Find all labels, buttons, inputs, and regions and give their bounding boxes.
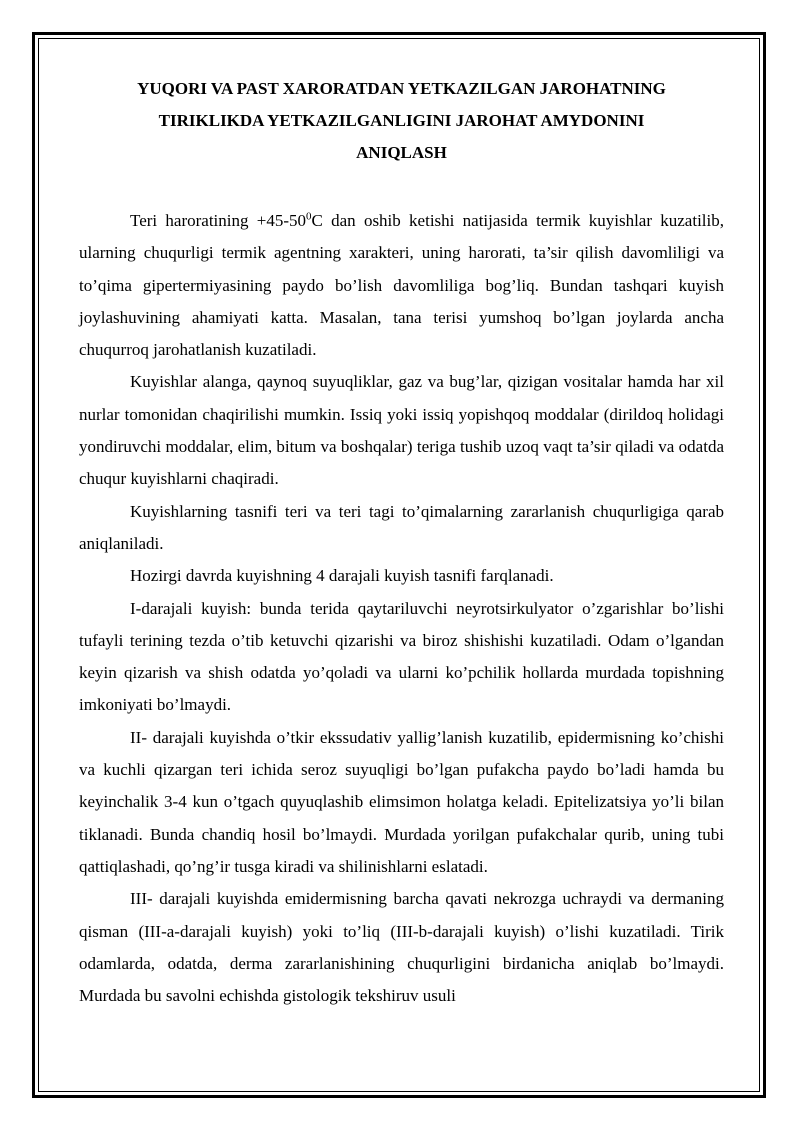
- paragraph-burn-causes: Kuyishlar alanga, qaynoq suyuqliklar, gaz va bug’lar, qizigan vositalar hamda har xil nurlar tomonidan chaqirilishi mumkin. Issiq yoki issiq yopishqoq moddalar (dirildoq holidagi yondiruvchi moddalar, elim, bitum va boshqalar) teriga tushib uzoq vaqt ta’sir qiladi va odatda chuqur kuyishlarni chaqiradi.: [79, 372, 724, 489]
- document-title: [79, 73, 724, 169]
- degree-superscript: 0: [306, 210, 312, 223]
- paragraph-classification: Kuyishlarning tasnifi teri va teri tagi to’qimalarning zararlanish chuqurligiga qarab aniqlaniladi.: [79, 501, 724, 553]
- title-line-3: ANIQLASH: [356, 143, 447, 162]
- paragraph-third-degree: III- darajali kuyishda emidermisning barcha qavati nekrozga uchraydi va dermaning qisman (III-a-darajali kuyish) yoki to’liq (III-b-darajali kuyish) o’lishi kuzatiladi. Tirik odamlarda, odatda, derma zararlanishining chuqurligini birdanicha aniqlab bo’lmaydi. Murdada bu savolni echishda gistologik tekshiruv usuli: [79, 889, 724, 1006]
- document-body: [79, 205, 724, 1012]
- paragraph-temperature-rest: C dan oshib ketishi natijasida termik kuyishlar kuzatilib, ularning chuqurligi termik agentning xarakteri, uning harorati, ta’sir qilish davomliligi va to’qima gipertermiyasining paydo bo’lish davomliliga bog’liq. Bundan tashqari kuyish joylashuvining ahamiyati katta. Masalan, tana terisi yumshoq bo’lgan joylarda ancha chuqurroq jarohatlanish kuzatiladi.: [79, 211, 724, 360]
- paragraph-second-degree: II- darajali kuyishda o’tkir ekssudativ yallig’lanish kuzatilib, epidermisning ko’chishi va kuchli qizargan teri ichida seroz suyuqligi bo’lgan pufakcha paydo bo’ladi hamda bu keyinchalik 3-4 kun o’tgach quyuqlashib elimsimon holatga keladi. Epitelizatsiya yo’li bilan tiklanadi. Bunda chandiq hosil bo’lmaydi. Murdada yorilgan pufakchalar qurib, uning tubi qattiqlashadi, qo’ng’ir tusga kiradi va shilinishlarni eslatadi.: [79, 727, 724, 876]
- paragraph-four-degrees: Hozirgi davrda kuyishning 4 darajali kuyish tasnifi farqlanadi.: [130, 566, 554, 586]
- document-content: [79, 73, 724, 1012]
- paragraph-temperature: [79, 205, 724, 366]
- paragraph-first-degree: I-darajali kuyish: bunda terida qaytariluvchi neyrotsirkulyator o’zgarishlar bo’lishi tufayli terining tezda o’tib ketuvchi qizarishi va biroz shishishi kuzatiladi. Odam o’lgandan keyin qizarish va shish odatda yo’qoladi va ularni ko’pchilik hollarda murdada topishning imkoniyati bo’lmaydi.: [79, 598, 724, 715]
- paragraph-temperature-start: Teri haroratining +45-50: [130, 211, 307, 230]
- title-line-1: YUQORI VA PAST XARORATDAN YETKAZILGAN JAROHATNING: [137, 79, 666, 98]
- title-line-2: TIRIKLIKDA YETKAZILGANLIGINI JAROHAT AMYDONINI: [158, 111, 645, 130]
